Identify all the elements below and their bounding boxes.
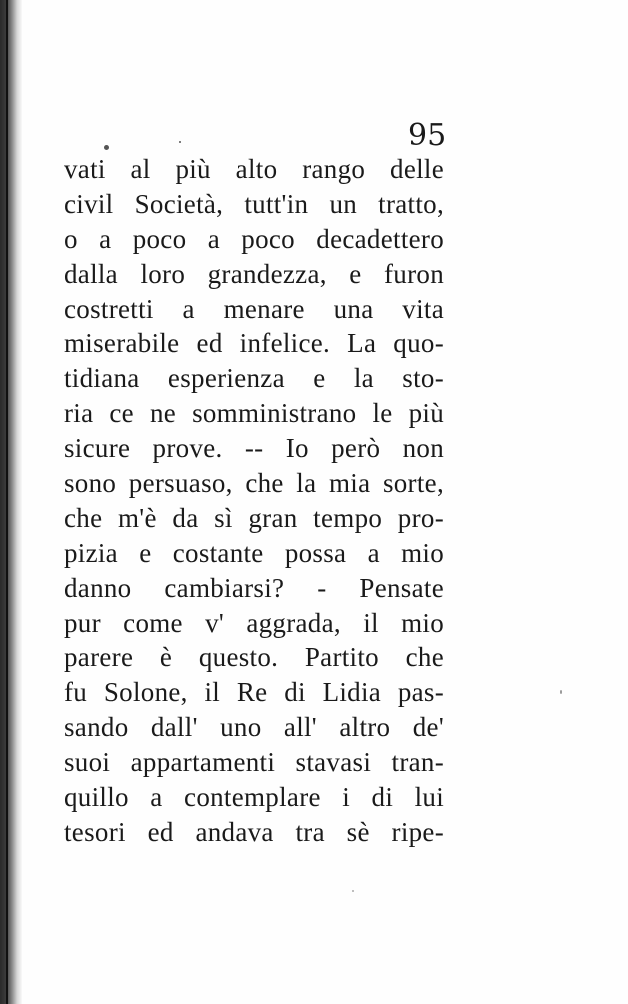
text-line: sando dall' uno all' altro de': [64, 712, 444, 743]
binding-line: [6, 0, 8, 1004]
text-line: costretti a menare una vita: [64, 293, 444, 324]
text-line: o a poco a poco decadettero: [64, 223, 444, 254]
page-number: 95: [408, 118, 447, 153]
text-line: che m'è da sì gran tempo pro-: [64, 502, 444, 533]
text-line: tidiana esperienza e la sto-: [64, 363, 444, 394]
body-text: [64, 152, 444, 850]
text-line: tesori ed andava tra sè ripe-: [64, 816, 444, 847]
text-line: civil Società, tutt'in un tratto,: [64, 188, 444, 219]
scan-speck: [179, 141, 181, 143]
text-line: danno cambiarsi? - Pensate: [64, 572, 444, 603]
text-line: sicure prove. -- Io però non: [64, 433, 444, 464]
text-line: miserabile ed infelice. La quo-: [64, 328, 444, 359]
text-line: vati al più alto rango delle: [64, 154, 444, 184]
text-line: parere è questo. Partito che: [64, 642, 444, 673]
text-line: pizia e costante possa a mio: [64, 537, 444, 568]
text-line: suoi appartamenti stavasi tran-: [64, 747, 444, 778]
binding-edge: [0, 0, 22, 1004]
scan-speck: [104, 145, 109, 150]
text-line: ria ce ne somministrano le più: [64, 398, 444, 429]
text-line: sono persuaso, che la mia sorte,: [64, 468, 444, 499]
text-line: quillo a contemplare i di lui: [64, 782, 444, 813]
text-line: pur come v' aggrada, il mio: [64, 607, 444, 638]
text-line: fu Solone, il Re di Lidia pas-: [64, 677, 444, 708]
text-line: dalla loro grandezza, e furon: [64, 258, 444, 289]
scan-speck: [560, 690, 562, 694]
scan-speck: [352, 890, 354, 892]
